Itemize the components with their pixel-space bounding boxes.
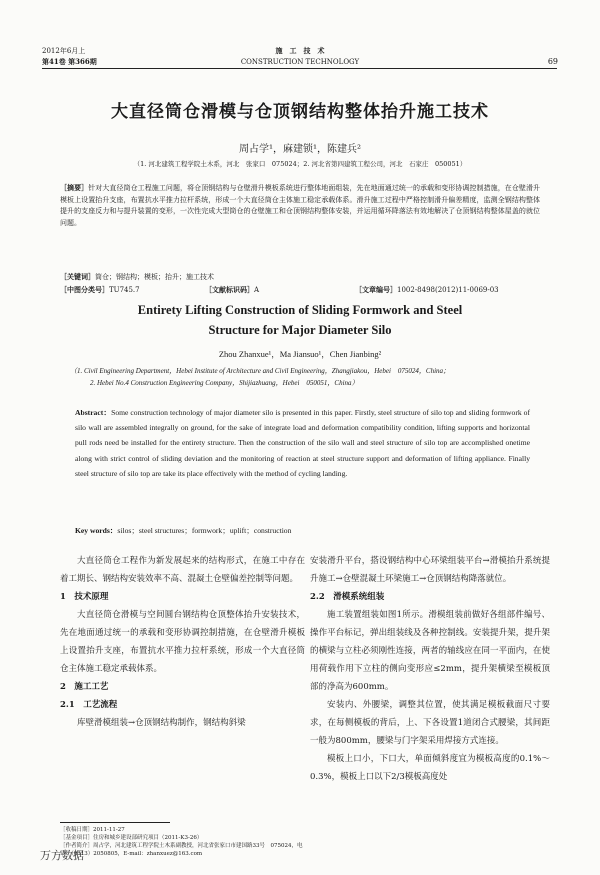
page-number: 69 [547, 57, 558, 66]
keywords-cn [60, 272, 214, 282]
abstract-en [75, 405, 530, 481]
keywords-en-label: Key words： [75, 526, 118, 535]
footnote-rule [60, 822, 170, 823]
authors-cn: 周占学¹，麻建锁¹，陈建兵² [238, 144, 362, 155]
abstract-en-text: Some construction technology of major diameter silo is presented in this paper. Firstly, steel structure of silo top and sliding formwork of silo wall are assembled integrally on ground, for the sake of integrate load and deformation compatibility condition, lifting supports and horizontal pull rods need be installed for the entirety structure. Then the construction of the silo wall and steel structure of silo top are accomplished onetime along with strict control of sliding deviation and the monitoring of reaction at steel structure support and deformation of lifting appliance. Finally steel structure of silo top are take its place effectively with the method of cycling landing. [75, 408, 530, 478]
affiliation-cn: （1. 河北建筑工程学院土木系，河北 张家口 075024；2. 河北省第四建筑工程公司，河北 石家庄 050051） [133, 160, 467, 168]
fund-project: ［基金项目］住房和城乡建设部研究项目（2011-K3-26） [60, 835, 203, 841]
header-rule [42, 68, 557, 69]
article-number [355, 285, 499, 295]
title-cn: 大直径筒仓滑模与仓顶钢结构整体抬升施工技术 [111, 102, 489, 122]
abstract-cn-text: 针对大直径筒仓工程施工问题，将仓顶钢结构与仓壁滑升模板系统进行整体地面组装，先在地面通过统一的承载和变形协调控制措施，在仓壁滑升模板上设置抬升支座，布置抗水平推力拉杆系统，形成一个大直径筒仓主体施工稳定承载体系。滑升施工过程中严格控制滑升偏差精度，监测全钢结构整体提升的支座反力和与提升装置的变形，一次性完成大型筒仓的仓壁施工和仓顶钢结构整体安装，并运用循环降落法有效地解决了仓顶钢结构整体屋盖的就位问题。 [60, 184, 541, 227]
keywords-en-text: silos；steel structures；formwork；uplift；construction [117, 526, 292, 535]
section-heading-2-2: 2.2 滑模系统组装 [310, 592, 385, 602]
abstract-en-label: Abstract： [75, 408, 112, 417]
authors-en: Zhou Zhanxue¹，Ma Jiansuo¹，Chen Jianbing² [218, 349, 382, 359]
clc-label: ［中图分类号］ [60, 285, 109, 294]
section-heading-1: 1 技术原理 [60, 592, 109, 602]
affiliation-en-line2: 2. Hebei No.4 Construction Engineering Company，Shijiazhuang，Hebei 050051，China） [90, 379, 359, 387]
article-no-value: 1002-8498(2012)11-0069-03 [397, 286, 499, 294]
keywords-cn-label: ［关键词］ [60, 272, 95, 281]
affiliation-en-line1: （1. Civil Engineering Department，Hebei Institute of Architecture and Civil Engineering，Zhangjiakou，Hebei 075024，China； [70, 367, 451, 375]
article-no-label: ［文章编号］ [355, 285, 397, 294]
section-2-2-paragraph-a: 施工装置组装如图1所示。滑模组装前做好各组部件编号、操作平台标记，弹出组装线及各种控制线。安装提升架，提升架的横梁与立柱必须刚性连接，两者的轴线应在同一平面内，在使用荷载作用下立柱的侧向变形应≤2mm，提升架横梁至模板顶部的净高为600mm。 [310, 610, 550, 692]
doc-code-label: ［文献标识码］ [205, 285, 254, 294]
flow-continuation: 安装滑升平台，搭设钢结构中心环梁组装平台→滑模抬升系统提升施工→仓壁混凝土环梁施工→仓顶钢结构降落就位。 [310, 556, 550, 584]
section-2-2-paragraph-c: 模板上口小，下口大，单面倾斜度宜为模板高度的0.1%～0.3%，模板上口以下2/3模板高度处 [310, 754, 550, 782]
journal-name-en: CONSTRUCTION TECHNOLOGY [240, 58, 360, 66]
footnote [60, 826, 305, 858]
received-date: ［收稿日期］2011-11-27 [60, 827, 125, 833]
section-1-paragraph: 大直径筒仓滑模与空间圆台钢结构仓顶整体抬升安装技术，先在地面通过统一的承载和变形协调控制措施，在仓壁滑升模板上设置抬升支座，布置抗水平推力拉杆系统，形成一个大直径筒仓主体施工稳定承载体系。 [60, 610, 305, 674]
section-2-2-paragraph-b: 安装内、外腰梁，调整其位置，使其满足模板截面尺寸要求，在每侧模板的背后，上、下各设置1道闭合式腰梁，其间距一般为800mm，腰梁与门字架采用焊接方式连接。 [310, 700, 550, 746]
section-heading-2: 2 施工工艺 [60, 682, 109, 692]
clc-value: TU745.7 [109, 286, 140, 294]
section-2-1-paragraph: 库壁滑模组装→仓顶钢结构制作，钢结构斜梁 [77, 718, 246, 728]
intro-paragraph: 大直径筒仓工程作为新发展起来的结构形式，在施工中存在着工期长、钢结构安装效率不高、混凝土仓壁偏差控制等问题。 [60, 556, 305, 584]
keywords-en [75, 525, 530, 536]
author-bio: ［作者简介］周占学，河北建筑工程学院土木系副教授，河北省张家口市建国路33号 075024，电话：（0313）2050805，E-mail：zhanxuez@163.com [60, 843, 303, 857]
document-code [205, 285, 259, 295]
body-right-column [310, 552, 550, 786]
doc-code-value: A [254, 286, 260, 294]
abstract-cn-label: ［摘要］ [60, 183, 89, 192]
issue-date: 2012年6月上 [42, 47, 86, 55]
section-heading-2-1: 2.1 工艺流程 [60, 700, 118, 710]
keywords-cn-text: 筒仓；钢结构；模板；抬升；施工技术 [95, 273, 214, 281]
title-en-line2: Structure for Major Diameter Silo [208, 323, 392, 337]
abstract-cn [60, 182, 540, 229]
wanfang-watermark: 万方数据 [40, 849, 84, 862]
volume-issue: 第41卷 第366期 [42, 57, 97, 66]
journal-name-cn: 施 工 技 术 [275, 46, 325, 55]
title-en-line1: Entirety Lifting Construction of Sliding Formwork and Steel [137, 303, 463, 317]
body-left-column [60, 552, 305, 732]
clc-number [60, 285, 140, 295]
